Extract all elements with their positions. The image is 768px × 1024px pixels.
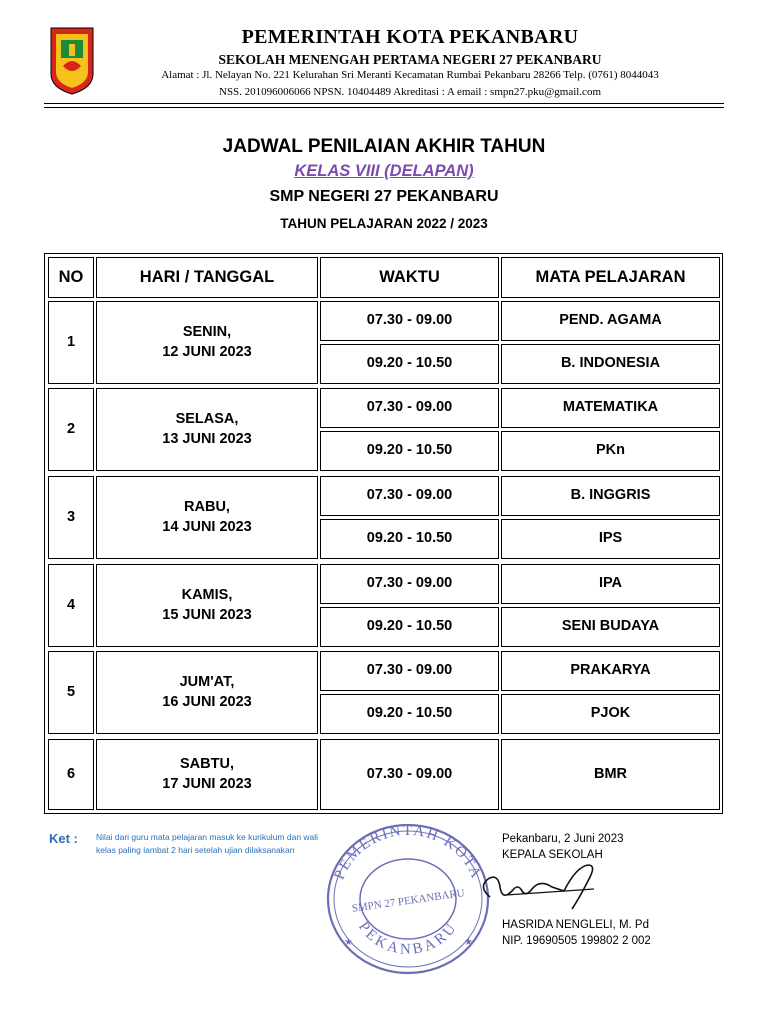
row-no-label: 4 — [66, 596, 76, 613]
row-no-label: 3 — [66, 508, 76, 525]
subject-label: PEND. AGAMA — [559, 312, 662, 329]
day-date-text — [162, 323, 251, 362]
time-label: 07.30 - 09.00 — [366, 312, 453, 329]
row-4-session-1-subject — [501, 564, 720, 604]
time-label: 09.20 - 10.50 — [366, 705, 453, 722]
row-5-session-2-time — [320, 694, 499, 734]
row-6-session-1-time — [320, 739, 499, 810]
header-no-label: NO — [58, 268, 84, 287]
document-title: JADWAL PENILAIAN AKHIR TAHUN — [222, 136, 546, 157]
class-title: KELAS VIII (DELAPAN) — [294, 162, 474, 180]
row-2-session-2-time — [320, 431, 499, 471]
signature-position: KEPALA SEKOLAH — [502, 849, 603, 861]
row-1-day-date — [96, 301, 318, 384]
letterhead-school: SEKOLAH MENENGAH PERTAMA NEGERI 27 PEKANBARU — [218, 52, 602, 67]
row-no-label: 2 — [66, 420, 76, 437]
day-label: JUM'AT, — [179, 673, 235, 690]
subject-label: MATEMATIKA — [562, 399, 659, 416]
subject-label: SENI BUDAYA — [561, 618, 660, 635]
day-date-text — [162, 755, 251, 794]
row-3-day-date — [96, 476, 318, 559]
day-date-text — [162, 673, 251, 712]
row-3-session-2-time — [320, 519, 499, 559]
row-5-no — [48, 651, 94, 734]
subject-label: BMR — [593, 765, 628, 782]
row-3-session-1-time — [320, 476, 499, 516]
date-label: 13 JUNI 2023 — [162, 430, 252, 447]
row-4-session-2-subject — [501, 607, 720, 647]
row-5-session-1-subject — [501, 651, 720, 691]
time-label: 09.20 - 10.50 — [366, 618, 453, 635]
header-time — [320, 257, 499, 298]
subject-label: PKn — [596, 442, 625, 459]
row-2-session-1-subject — [501, 388, 720, 428]
row-1-no — [48, 301, 94, 384]
header-time-label: WAKTU — [379, 268, 440, 287]
time-label: 07.30 - 09.00 — [366, 487, 453, 504]
row-6-no — [48, 739, 94, 810]
date-label: 17 JUNI 2023 — [162, 775, 252, 792]
row-3-session-1-subject — [501, 476, 720, 516]
row-1-session-1-subject — [501, 301, 720, 341]
signature-nip: NIP. 19690505 199802 2 002 — [502, 935, 651, 947]
letterhead-identity: NSS. 201096006066 NPSN. 10404489 Akreditasi : A email : smpn27.pku@gmail.com — [219, 86, 601, 98]
day-label: SENIN, — [182, 323, 232, 340]
row-no-label: 1 — [66, 333, 76, 350]
header-no — [48, 257, 94, 298]
subject-label: PRAKARYA — [570, 662, 651, 679]
date-label: 15 JUNI 2023 — [162, 606, 252, 623]
signature-place-date: Pekanbaru, 2 Juni 2023 — [502, 833, 624, 845]
letterhead-government: PEMERINTAH KOTA PEKANBARU — [241, 26, 579, 48]
handwritten-signature-icon — [476, 857, 606, 917]
subject-label: IPA — [598, 575, 623, 592]
date-label: 16 JUNI 2023 — [162, 693, 252, 710]
row-5-session-2-subject — [501, 694, 720, 734]
row-1-session-2-subject — [501, 344, 720, 384]
row-6-day-date — [96, 739, 318, 810]
signature-name: HASRIDA NENGLELI, M. Pd — [502, 919, 649, 931]
row-2-session-2-subject — [501, 431, 720, 471]
day-label: RABU, — [184, 498, 230, 515]
row-no-label: 5 — [66, 683, 76, 700]
date-label: 14 JUNI 2023 — [162, 518, 252, 535]
day-date-text — [162, 410, 251, 449]
subject-label: B. INDONESIA — [560, 355, 661, 372]
subject-label: B. INGGRIS — [570, 487, 651, 504]
school-stamp-icon — [318, 817, 498, 977]
school-year: TAHUN PELAJARAN 2022 / 2023 — [280, 216, 488, 231]
time-label: 09.20 - 10.50 — [366, 530, 453, 547]
row-2-no — [48, 388, 94, 471]
subject-label: PJOK — [590, 705, 631, 722]
note-label: Ket : — [49, 831, 78, 846]
row-2-day-date — [96, 388, 318, 471]
day-label: SELASA, — [175, 410, 239, 427]
subject-label: IPS — [598, 530, 623, 547]
header-day-date-label: HARI / TANGGAL — [139, 268, 275, 287]
day-date-text — [162, 586, 251, 625]
day-label: KAMIS, — [181, 586, 233, 603]
header-day-date — [96, 257, 318, 298]
row-1-session-2-time — [320, 344, 499, 384]
row-5-session-1-time — [320, 651, 499, 691]
time-label: 07.30 - 09.00 — [366, 765, 453, 782]
stamp-top-text: PEMERINTAH KOTA — [331, 822, 485, 883]
letterhead-rule-thin — [44, 107, 724, 108]
day-date-text — [162, 498, 251, 537]
row-1-session-1-time — [320, 301, 499, 341]
row-4-session-1-time — [320, 564, 499, 604]
row-5-day-date — [96, 651, 318, 734]
row-4-no — [48, 564, 94, 647]
row-6-session-1-subject — [501, 739, 720, 810]
row-no-label: 6 — [66, 765, 76, 782]
row-4-day-date — [96, 564, 318, 647]
stamp-star-right-icon: ★ — [464, 937, 473, 948]
day-label: SABTU, — [180, 755, 234, 772]
stamp-star-left-icon: ★ — [344, 937, 353, 948]
header-subject — [501, 257, 720, 298]
time-label: 09.20 - 10.50 — [366, 355, 453, 372]
time-label: 07.30 - 09.00 — [366, 662, 453, 679]
row-4-session-2-time — [320, 607, 499, 647]
date-label: 12 JUNI 2023 — [162, 343, 252, 360]
time-label: 07.30 - 09.00 — [366, 399, 453, 416]
time-label: 07.30 - 09.00 — [366, 575, 453, 592]
stamp-center-text: SMPN 27 PEKANBARU — [351, 887, 466, 915]
city-emblem-icon — [47, 26, 97, 96]
svg-text:PEMERINTAH KOTA — [332, 823, 485, 882]
row-3-session-2-subject — [501, 519, 720, 559]
header-subject-label: MATA PELAJARAN — [535, 268, 686, 287]
row-3-no — [48, 476, 94, 559]
time-label: 09.20 - 10.50 — [366, 442, 453, 459]
note-text: Nilai dari guru mata pelajaran masuk ke kurikulum dan wali kelas paling lambat 2 hari setelah ujian dilaksanakan — [96, 832, 319, 856]
letterhead-rule-thick — [44, 103, 724, 104]
stamp-bottom-text: PEKANBARU — [354, 918, 462, 958]
school-title: SMP NEGERI 27 PEKANBARU — [269, 188, 499, 205]
letterhead-address: Alamat : Jl. Nelayan No. 221 Kelurahan Sri Meranti Kecamatan Rumbai Pekanbaru 28266 Telp. (0761) 8044043 — [161, 69, 659, 81]
row-2-session-1-time — [320, 388, 499, 428]
